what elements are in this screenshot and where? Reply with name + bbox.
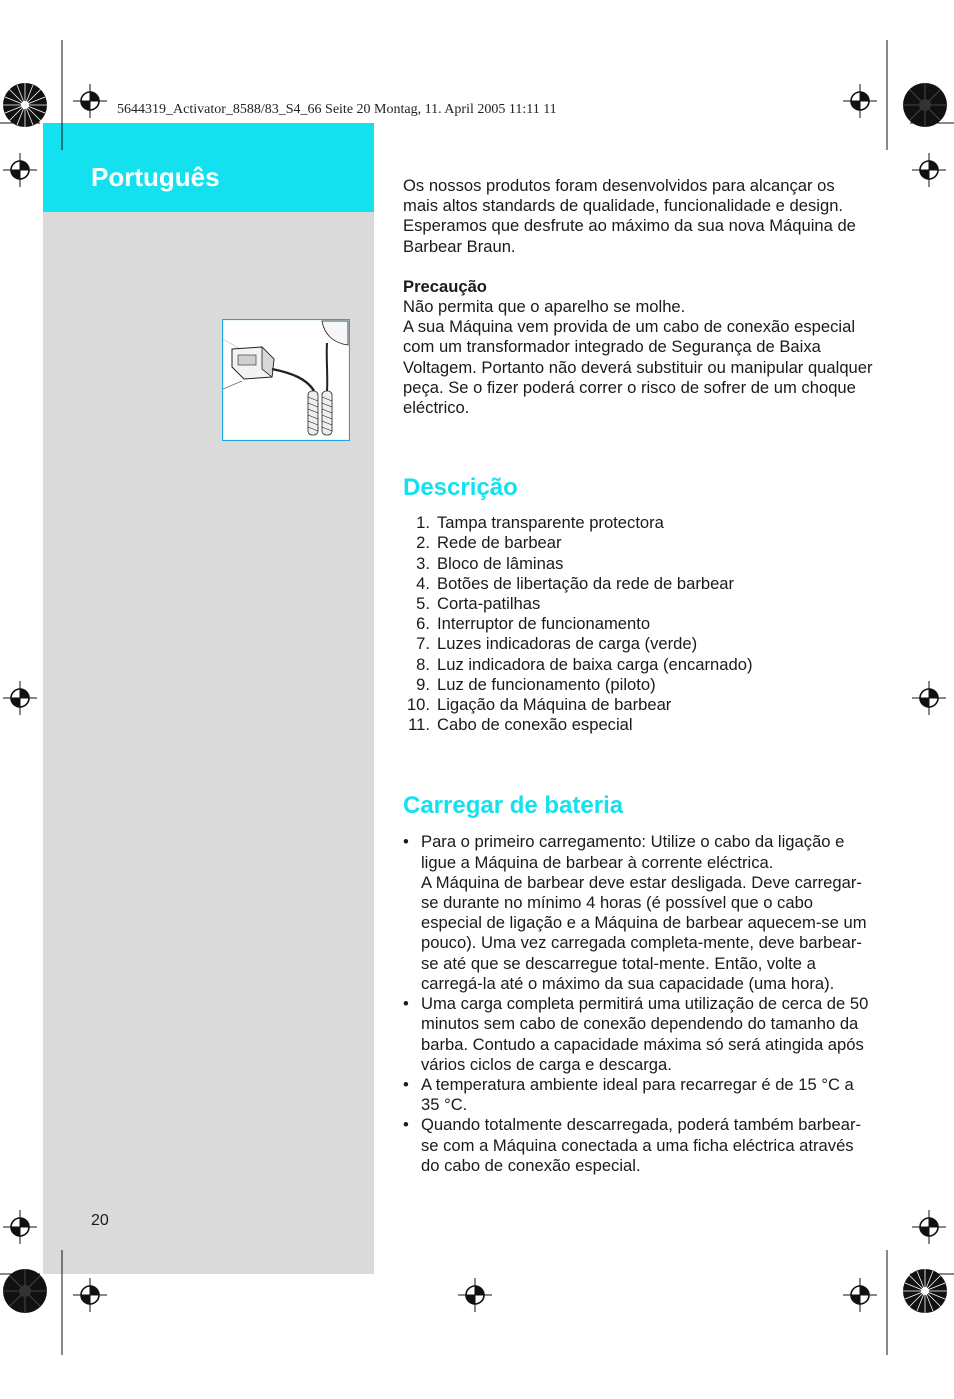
item-number: 6.: [416, 614, 430, 634]
item-text: Interruptor de funcionamento: [437, 614, 651, 634]
language-title: Português: [91, 162, 220, 192]
caution-body: A sua Máquina vem provida de um cabo de conexão especial com um transformador integrado de Segurança de Baixa Voltagem. Portanto não deverá substituir ou manipular qualquer peça. Se o fizer poderá correr o risco de sofrer de um choque eléctrico.: [403, 317, 873, 418]
caution-title: Precaução: [403, 276, 487, 296]
registration-mark-icon: [3, 681, 37, 715]
item-text: Bloco de lâminas: [437, 553, 564, 573]
item-number: 7.: [416, 634, 430, 654]
item-text: Corta-patilhas: [437, 594, 541, 614]
registration-mark-icon: [912, 681, 946, 715]
item-number: 5.: [416, 594, 430, 614]
registration-mark-icon: [73, 84, 107, 118]
bullet-text: A temperatura ambiente ideal para recarregar é de 15 °C a 35 °C.: [421, 1074, 854, 1115]
registration-mark-icon: [3, 1210, 37, 1244]
item-number: 9.: [416, 674, 430, 694]
item-text: Luz indicadora de baixa carga (encarnado): [437, 654, 753, 674]
item-number: 3.: [416, 553, 430, 573]
page-number: 20: [91, 1212, 109, 1229]
starburst-target-icon: [2, 82, 48, 128]
item-text: Cabo de conexão especial: [437, 715, 633, 735]
starburst-target-icon: [902, 1268, 948, 1314]
item-number: 10.: [406, 695, 430, 715]
registration-mark-icon: [73, 1278, 107, 1312]
print-slug: 5644319_Activator_8588/83_S4_66 Seite 20 Montag, 11. April 2005 11:11 11: [117, 102, 557, 117]
registration-mark-icon: [843, 1278, 877, 1312]
item-number: 1.: [416, 513, 430, 533]
item-number: 2.: [416, 533, 430, 553]
item-text: Luzes indicadoras de carga (verde): [437, 634, 698, 654]
registration-mark-icon: [3, 153, 37, 187]
bullet-icon: •: [403, 994, 409, 1014]
bullet-text: Para o primeiro carregamento: Utilize o cabo da ligação e ligue a Máquina de barbear à corrente eléctrica.: [421, 832, 845, 872]
item-text: Luz de funcionamento (piloto): [437, 674, 656, 694]
bullet-icon: •: [403, 832, 409, 852]
item-text: Rede de barbear: [437, 533, 562, 553]
registration-mark-icon: [843, 84, 877, 118]
bullet-icon: •: [403, 1115, 409, 1135]
starburst-target-icon: [902, 82, 948, 128]
registration-mark-icon: [912, 1210, 946, 1244]
bullet-text: Quando totalmente descarregada, poderá também barbear-se com a Máquina conectada a uma ficha eléctrica através do cabo de conexão especial.: [421, 1115, 862, 1175]
registration-mark-icon: [458, 1278, 492, 1312]
intro-paragraph: Os nossos produtos foram desenvolvidos para alcançar os mais altos standards de qualidade, funcionalidade e design. Esperamos que desfrute ao máximo da sua nova Máquina de Barbear Braun.: [403, 176, 856, 256]
item-text: Ligação da Máquina de barbear: [437, 695, 672, 715]
bullet-text: Uma carga completa permitirá uma utilização de cerca de 50 minutos sem cabo de conexão dependendo do tamanho da barba. Contudo a capacidade máxima só será atingida após vários ciclos de carga e descarga.: [421, 994, 869, 1074]
charging-heading: Carregar de bateria: [403, 792, 624, 820]
item-number: 4.: [416, 573, 430, 593]
bullet-icon: •: [403, 1074, 409, 1094]
caution-line: Não permita que o aparelho se molhe.: [403, 297, 686, 317]
item-text: Botões de libertação da rede de barbear: [437, 573, 735, 593]
starburst-target-icon: [2, 1268, 48, 1314]
bullet-text-continued: A Máquina de barbear deve estar desligada. Deve carregar-se durante no mínimo 4 horas (é possível que o cabo especial de ligação e a Máquina de barbear aquecem-se um pouco). Uma vez carregada completa-mente, deve barbear-se até que se descarregue total-mente. Então, volte a carregá-la até o máximo da sua capacidade (uma hora).: [421, 872, 867, 993]
registration-mark-icon: [912, 153, 946, 187]
description-heading: Descrição: [403, 474, 518, 502]
item-text: Tampa transparente protectora: [437, 513, 664, 533]
item-number: 8.: [416, 654, 430, 674]
item-number: 11.: [408, 715, 430, 735]
